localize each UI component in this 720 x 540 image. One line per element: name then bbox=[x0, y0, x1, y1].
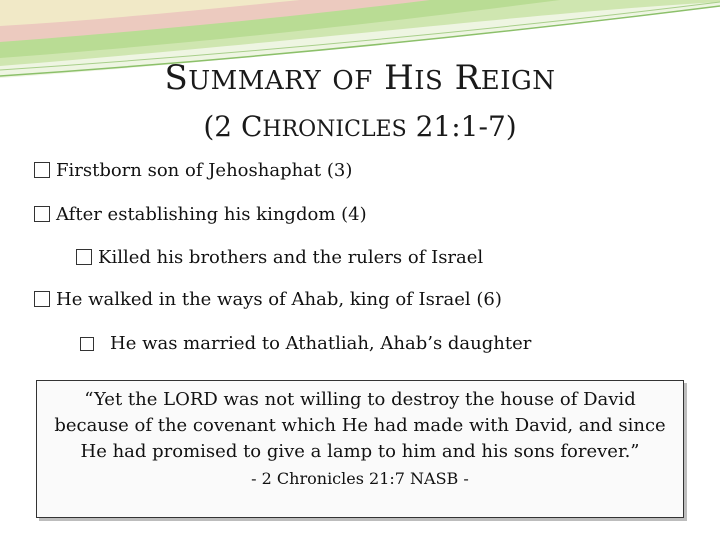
bullet-box-icon bbox=[80, 337, 94, 351]
title-word-4-cap: R bbox=[454, 58, 481, 98]
title-word-1-cap: S bbox=[164, 58, 189, 98]
bullet-item bbox=[34, 289, 502, 310]
bullet-text: Killed his brothers and the rulers of Israel bbox=[98, 247, 484, 268]
subtitle-cap: C bbox=[240, 110, 263, 143]
quote-citation: - 2 Chronicles 21:7 NASB - bbox=[251, 469, 469, 488]
bullet-box-icon bbox=[34, 206, 50, 222]
subtitle-ref: 21:1-7) bbox=[406, 110, 517, 143]
subtitle-rest: HRONICLES bbox=[262, 117, 407, 142]
title-word-1-rest: UMMARY bbox=[188, 66, 322, 96]
bullet-text: After establishing his kingdom (4) bbox=[56, 204, 367, 225]
page-subtitle bbox=[0, 110, 720, 143]
page-title bbox=[0, 58, 720, 98]
title-word-3-rest: IS bbox=[414, 66, 444, 96]
sub-bullet-item bbox=[76, 247, 483, 268]
bullet-item bbox=[34, 204, 367, 225]
quote-text: “Yet the LORD was not willing to destroy the house of David because of the covenant which He had made with David, and since He had promised to give a lamp to him and his sons forever.” bbox=[54, 389, 666, 462]
title-word-3-cap: H bbox=[384, 58, 415, 98]
subtitle-open: (2 bbox=[203, 110, 241, 143]
bullet-item bbox=[34, 160, 352, 181]
scripture-quote-box bbox=[36, 380, 684, 518]
sub-bullet-item bbox=[80, 333, 531, 354]
title-word-2: OF bbox=[332, 66, 373, 96]
bullet-box-icon bbox=[34, 162, 50, 178]
bullet-text: Firstborn son of Jehoshaphat (3) bbox=[56, 160, 353, 181]
title-word-4-rest: EIGN bbox=[480, 66, 556, 96]
bullet-box-icon bbox=[34, 291, 50, 307]
bullet-text: He was married to Athatliah, Ahab’s daughter bbox=[110, 333, 532, 354]
bullet-text: He walked in the ways of Ahab, king of Israel (6) bbox=[56, 289, 502, 310]
bullet-box-icon bbox=[76, 249, 92, 265]
